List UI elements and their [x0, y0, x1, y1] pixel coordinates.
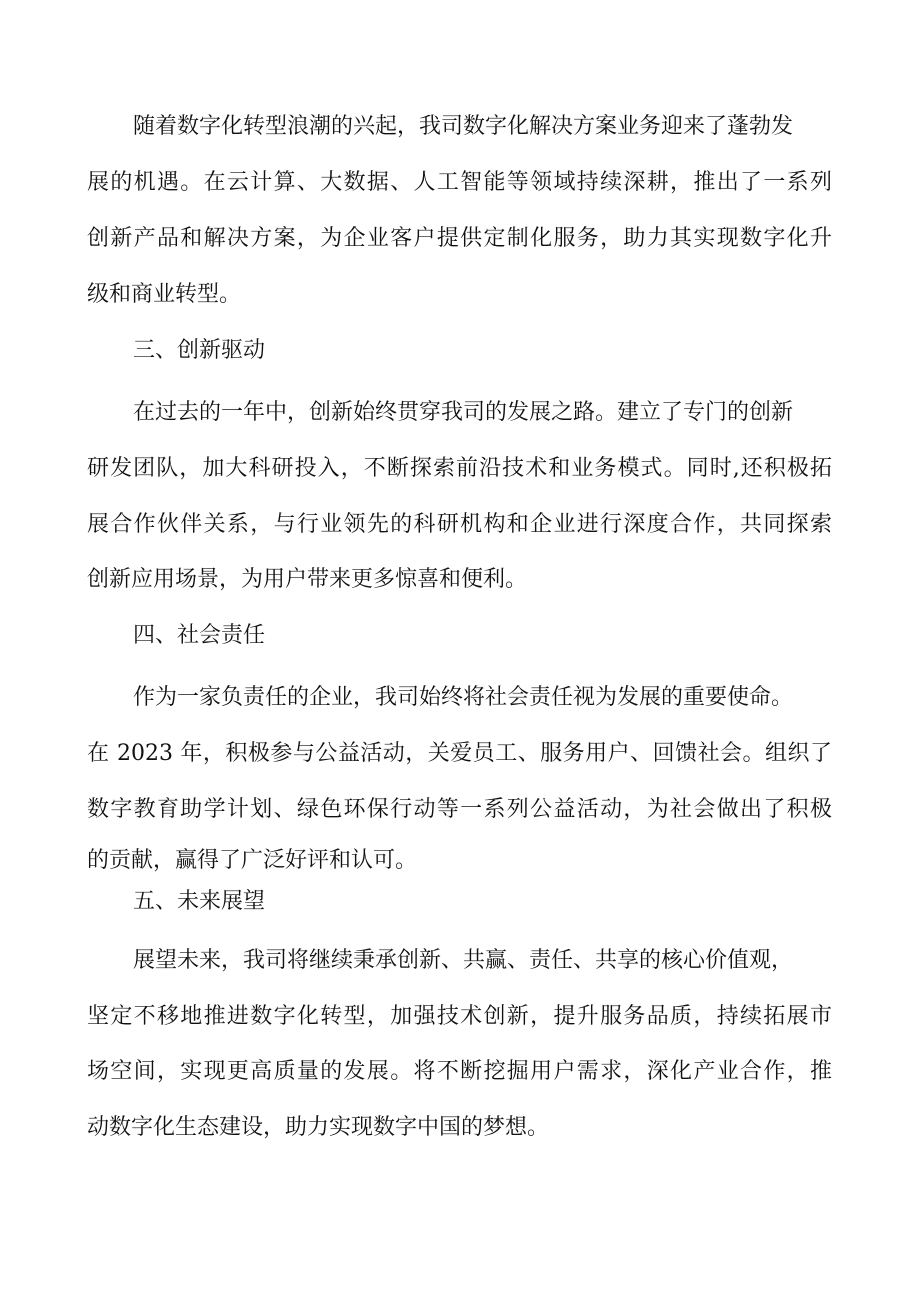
- section-heading-social: 四、社会责任: [133, 623, 266, 648]
- paragraph-line: 创新应用场景，为用户带来更多惊喜和便利。: [87, 567, 528, 592]
- paragraph-line: 展望未来，我司将继续秉承创新、共赢、责任、共享的核心价值观，: [133, 948, 794, 973]
- paragraph-line: 数字教育助学计划、绿色环保行动等一系列公益活动，为社会做出了积极: [87, 797, 832, 822]
- paragraph-line: 坚定不移地推进数字化转型，加强技术创新，提升服务品质，持续拓展市: [87, 1004, 832, 1029]
- paragraph-line: 随着数字化转型浪潮的兴起，我司数字化解决方案业务迎来了蓬勃发: [133, 114, 794, 139]
- section-heading-innovation: 三、创新驱动: [133, 338, 266, 363]
- paragraph-line: 研发团队，加大科研投入，不断探索前沿技术和业务模式。同时,还积极拓: [87, 456, 832, 481]
- section-heading-future: 五、未来展望: [133, 889, 266, 914]
- paragraph-line: 创新产品和解决方案，为企业客户提供定制化服务，助力其实现数字化升: [87, 226, 832, 251]
- paragraph-line: 动数字化生态建设，助力实现数字中国的梦想。: [87, 1115, 550, 1140]
- paragraph-line: 的贡献，赢得了广泛好评和认可。: [87, 848, 418, 873]
- paragraph-line: 场空间，实现更高质量的发展。将不断挖掘用户需求，深化产业合作，推: [87, 1059, 832, 1084]
- paragraph-line: 级和商业转型。: [87, 282, 242, 307]
- paragraph-line: 在过去的一年中，创新始终贯穿我司的发展之路。建立了专门的创新: [133, 400, 794, 425]
- paragraph-line: 展合作伙伴关系，与行业领先的科研机构和企业进行深度合作，共同探索: [87, 512, 832, 537]
- paragraph-line: 展的机遇。在云计算、大数据、人工智能等领域持续深耕，推出了一系列: [87, 170, 832, 195]
- paragraph-line: 在 2023 年，积极参与公益活动，关爱员工、服务用户、回馈社会。组织了: [87, 741, 832, 766]
- paragraph-line: 作为一家负责任的企业，我司始终将社会责任视为发展的重要使命。: [133, 685, 794, 710]
